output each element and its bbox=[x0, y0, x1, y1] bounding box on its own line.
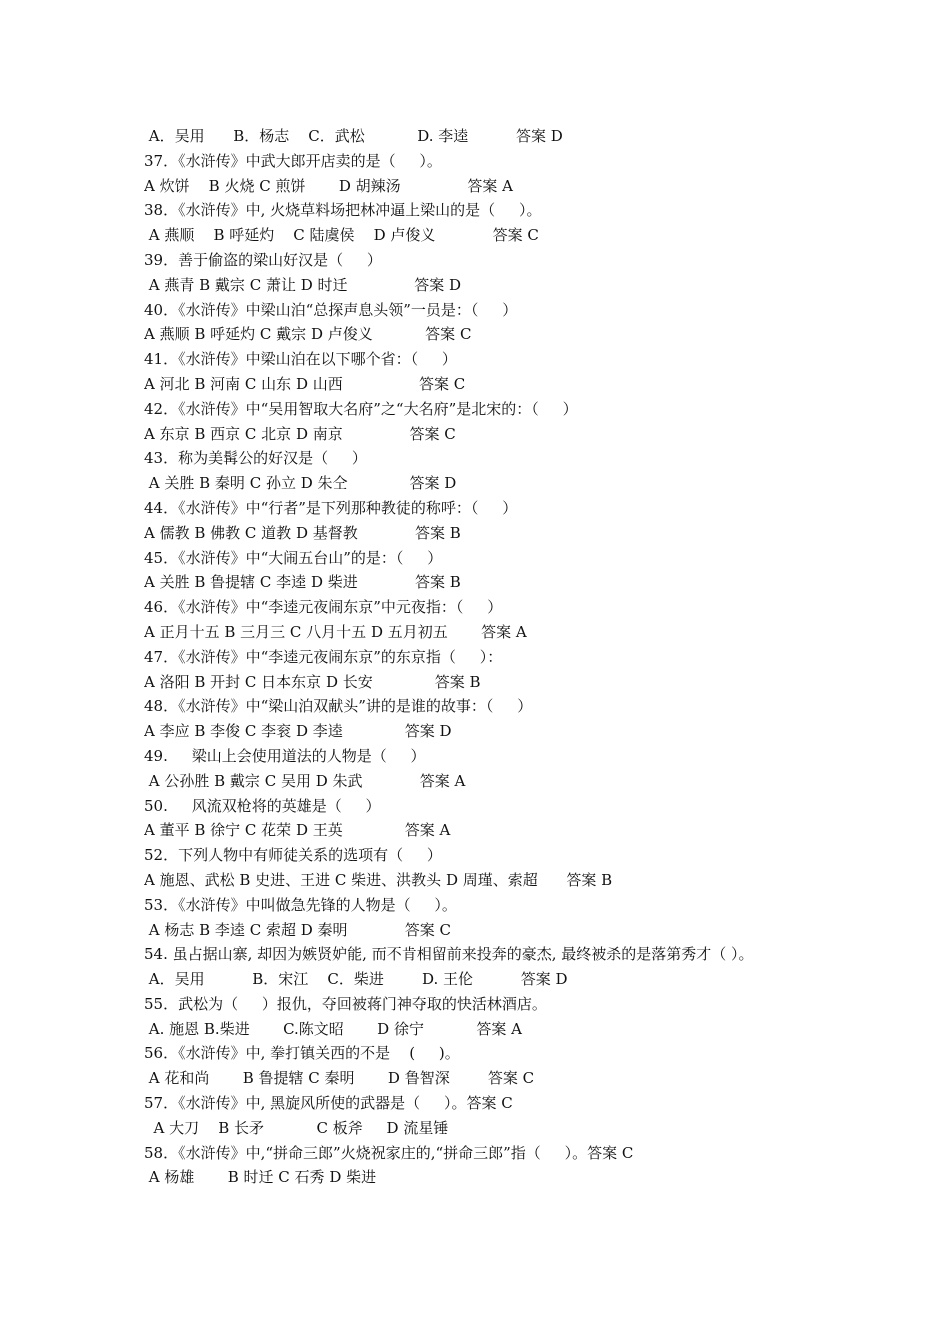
text-line: A．吴用 B．杨志 C．武松 D. 李逵 答案 D bbox=[144, 127, 563, 145]
options-line: A 东京 B 西京 C 北京 D 南京 答案 C bbox=[144, 424, 456, 443]
options-line: A 公孙胜 B 戴宗 C 吴用 D 朱武 答案 A bbox=[144, 771, 466, 790]
options-line: A 关胜 B 鲁提辖 C 李逵 D 柴进 答案 B bbox=[144, 573, 461, 592]
question-line: 40．《水浒传》中梁山泊“总探声息头领”一员是：（ ） bbox=[144, 300, 518, 319]
options-line: A 河北 B 河南 C 山东 D 山西 答案 C bbox=[144, 374, 466, 393]
question-line: 43．称为美髯公的好汉是（ ） bbox=[144, 449, 367, 468]
options-line: A 董平 B 徐宁 C 花荣 D 王英 答案 A bbox=[144, 821, 451, 840]
question-line: 47．《水浒传》中“李逵元夜闹东京”的东京指（ ）： bbox=[144, 647, 503, 666]
question-line: 58．《水浒传》中,“拼命三郎”火烧祝家庄的,“拼命三郎”指（ ）。答案 C bbox=[144, 1143, 634, 1162]
options-line: A 燕顺 B 呼延灼 C 陆虞侯 D 卢俊义 答案 C bbox=[144, 226, 539, 245]
question-line: 39．善于偷盗的梁山好汉是（ ） bbox=[144, 250, 382, 269]
options-line: A. 施恩 B.柴进 C.陈文昭 D 徐宁 答案 A bbox=[144, 1019, 523, 1038]
question-line: 50. 风流双枪将的英雄是（ ） bbox=[144, 796, 381, 815]
question-line: 53．《水浒传》中叫做急先锋的人物是（ ）。 bbox=[144, 895, 457, 914]
options-line: A 儒教 B 佛教 C 道教 D 基督教 答案 B bbox=[144, 523, 461, 542]
options-line: A 花和尚 B 鲁提辖 C 秦明 D 鲁智深 答案 C bbox=[144, 1069, 535, 1088]
question-line: 38．《水浒传》中, 火烧草料场把林冲逼上梁山的是（ ）。 bbox=[144, 201, 542, 220]
question-line: 52．下列人物中有师徒关系的选项有（ ） bbox=[144, 846, 442, 865]
options-line: A 炊饼 B 火烧 C 煎饼 D 胡辣汤 答案 A bbox=[144, 176, 514, 195]
options-line: A 燕青 B 戴宗 C 萧让 D 时迁 答案 D bbox=[144, 275, 462, 294]
question-line: 55．武松为（ ）报仇，夺回被蒋门神夺取的快活林酒店。 bbox=[144, 994, 547, 1013]
question-line: 49. 梁山上会使用道法的人物是（ ） bbox=[144, 746, 426, 765]
question-line: 54. 虽占据山寨, 却因为嫉贤妒能, 而不肯相留前来投奔的豪杰, 最终被杀的是落第秀才（ ）。 bbox=[144, 945, 754, 964]
question-line: 46．《水浒传》中“李逵元夜闹东京”中元夜指：（ ） bbox=[144, 598, 503, 617]
question-line: 44．《水浒传》中“行者”是下列那种教徒的称呼：（ ） bbox=[144, 498, 518, 517]
options-line: A 施恩、武松 B 史进、王进 C 柴进、洪教头 D 周瑾、索超 答案 B bbox=[144, 870, 613, 889]
options-line: A 李应 B 李俊 C 李衮 D 李逵 答案 D bbox=[144, 722, 452, 741]
options-line: A 关胜 B 秦明 C 孙立 D 朱仝 答案 D bbox=[144, 474, 457, 493]
question-line: 57．《水浒传》中, 黑旋风所使的武器是（ ）。答案 C bbox=[144, 1094, 513, 1113]
options-line: A 正月十五 B 三月三 C 八月十五 D 五月初五 答案 A bbox=[144, 622, 527, 641]
options-line: A 燕顺 B 呼延灼 C 戴宗 D 卢俊义 答案 C bbox=[144, 325, 472, 344]
options-line: A 杨雄 B 时迁 C 石秀 D 柴进 bbox=[144, 1168, 377, 1187]
options-line: A 洛阳 B 开封 C 日本东京 D 长安 答案 B bbox=[144, 672, 481, 691]
options-line: A 杨志 B 李逵 C 索超 D 秦明 答案 C bbox=[144, 920, 451, 939]
question-line: 37．《水浒传》中武大郎开店卖的是（ ）。 bbox=[144, 151, 442, 170]
document-page bbox=[144, 124, 816, 1190]
question-line: 41．《水浒传》中梁山泊在以下哪个省：（ ） bbox=[144, 350, 457, 369]
options-line: A 大刀 B 长矛 C 板斧 D 流星锤 bbox=[144, 1118, 449, 1137]
question-line: 42．《水浒传》中“吴用智取大名府”之“大名府”是北宋的：（ ） bbox=[144, 399, 578, 418]
question-line: 48．《水浒传》中“梁山泊双献头”讲的是谁的故事：（ ） bbox=[144, 697, 533, 716]
question-line: 45．《水浒传》中“大闹五台山”的是：（ ） bbox=[144, 548, 443, 567]
question-line: 56．《水浒传》中, 拳打镇关西的不是 ( )。 bbox=[144, 1044, 460, 1063]
options-line: A．吴用 B．宋江 C．柴进 D. 王伦 答案 D bbox=[144, 970, 568, 989]
